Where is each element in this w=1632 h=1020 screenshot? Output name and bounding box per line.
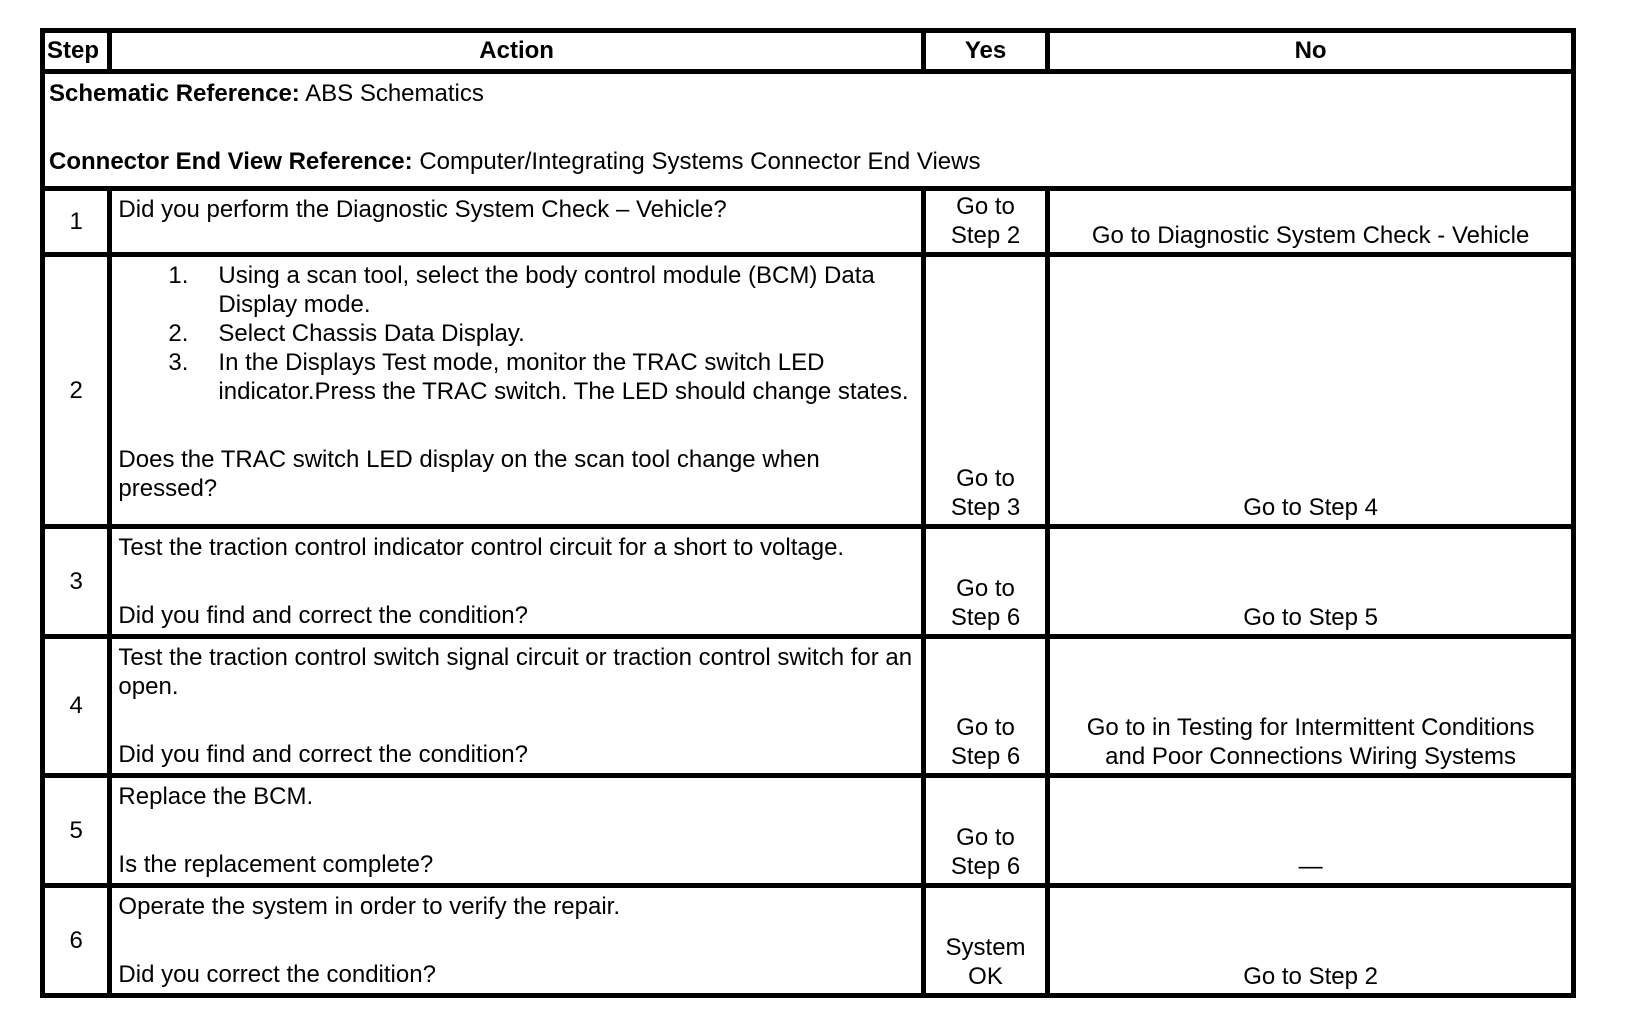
no-cell <box>1048 886 1574 996</box>
yes-line: Go to <box>956 465 1015 492</box>
yes-cell <box>923 189 1047 255</box>
no-line: — <box>1298 853 1323 880</box>
no-cell <box>1048 776 1574 886</box>
action-cell <box>110 255 923 527</box>
reference-cell <box>43 72 1574 189</box>
action-cell <box>110 189 923 255</box>
step-number: 3 <box>43 527 110 637</box>
yes-cell <box>923 886 1047 996</box>
header-action: Action <box>110 31 923 72</box>
action-cell <box>110 637 923 776</box>
reference-row <box>43 72 1574 189</box>
action-text: Operate the system in order to verify the repair. <box>118 893 620 920</box>
list-item <box>118 261 912 319</box>
yes-cell <box>923 527 1047 637</box>
no-cell <box>1048 527 1574 637</box>
schematic-reference-value: ABS Schematics <box>299 80 484 107</box>
action-text: Test the traction control switch signal circuit or traction control switch for an open. <box>118 644 913 700</box>
substep-text: Select Chassis Data Display. <box>218 320 525 347</box>
no-line: Go to Step 5 <box>1243 604 1378 631</box>
table-row <box>43 637 1574 776</box>
connector-reference <box>49 148 981 176</box>
no-cell <box>1048 255 1574 527</box>
yes-line: Step 6 <box>950 853 1021 880</box>
list-item <box>118 319 912 348</box>
no-line: Go to in Testing for Intermittent Conditions <box>1086 714 1535 741</box>
action-text: Test the traction control indicator control circuit for a short to voltage. <box>118 534 845 561</box>
action-cell <box>110 886 923 996</box>
table-row <box>43 527 1574 637</box>
header-yes: Yes <box>923 31 1047 72</box>
yes-line: System <box>945 934 1026 961</box>
yes-cell <box>923 255 1047 527</box>
action-question: Did you find and correct the condition? <box>118 741 529 768</box>
no-line: and Poor Connections Wiring Systems <box>1105 743 1517 770</box>
action-text: Did you perform the Diagnostic System Check – Vehicle? <box>118 196 727 223</box>
yes-line: Go to <box>956 824 1015 851</box>
header-row <box>43 31 1574 72</box>
substep-number: 2. <box>168 320 189 347</box>
yes-cell <box>923 776 1047 886</box>
action-cell <box>110 776 923 886</box>
connector-reference-value: Computer/Integrating Systems Connector End Views <box>412 148 981 175</box>
no-line: Go to Step 4 <box>1243 494 1378 521</box>
yes-line: Step 6 <box>950 743 1021 770</box>
yes-line: Go to <box>956 714 1015 741</box>
yes-line: Go to <box>956 193 1015 220</box>
action-question: Did you find and correct the condition? <box>118 602 529 629</box>
substep-list <box>118 261 912 406</box>
step-number: 1 <box>43 189 110 255</box>
step-number: 6 <box>43 886 110 996</box>
step-number: 5 <box>43 776 110 886</box>
action-question: Does the TRAC switch LED display on the scan tool change when pressed? <box>118 446 820 502</box>
yes-line: Step 3 <box>950 494 1021 521</box>
action-question: Did you correct the condition? <box>118 961 436 988</box>
substep-number: 3. <box>168 349 189 376</box>
header-step: Step <box>43 31 110 72</box>
table-row <box>43 776 1574 886</box>
yes-line: Step 6 <box>950 604 1021 631</box>
step-number: 2 <box>43 255 110 527</box>
diagnostic-table <box>40 28 1576 998</box>
substep-text: Using a scan tool, select the body control module (BCM) Data Display mode. <box>218 262 875 318</box>
yes-line: OK <box>968 963 1003 990</box>
schematic-reference <box>49 80 484 108</box>
action-cell <box>110 527 923 637</box>
yes-line: Go to <box>956 575 1015 602</box>
schematic-reference-label: Schematic Reference: <box>49 80 300 107</box>
connector-reference-label: Connector End View Reference: <box>49 148 413 175</box>
action-text: Replace the BCM. <box>118 783 314 810</box>
yes-cell <box>923 637 1047 776</box>
no-cell <box>1048 189 1574 255</box>
header-no: No <box>1048 31 1574 72</box>
step-number: 4 <box>43 637 110 776</box>
list-item <box>118 348 912 406</box>
yes-line: Step 2 <box>950 222 1021 249</box>
no-line: Go to Step 2 <box>1243 963 1378 990</box>
substep-text: In the Displays Test mode, monitor the TRAC switch LED indicator.Press the TRAC switch. The LED should change states. <box>218 349 909 405</box>
table-row <box>43 886 1574 996</box>
no-line: Go to Diagnostic System Check - Vehicle <box>1091 222 1530 249</box>
substep-number: 1. <box>168 262 189 289</box>
no-cell <box>1048 637 1574 776</box>
table-row <box>43 189 1574 255</box>
table-row <box>43 255 1574 527</box>
action-question: Is the replacement complete? <box>118 851 434 878</box>
